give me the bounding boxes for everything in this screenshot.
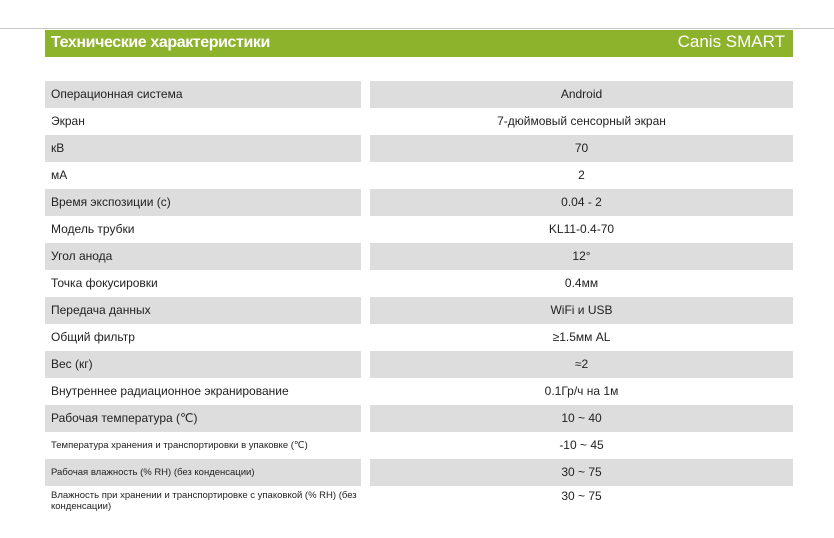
specs-table: [45, 81, 793, 516]
spec-value: ≈2: [370, 351, 793, 378]
spec-label: Влажность при хранении и транспортировке с упаковкой (% RH) (без конденсации): [51, 490, 357, 512]
product-name: Canis SMART: [677, 32, 785, 51]
spec-row-tube-model: [45, 216, 793, 243]
spec-value: 0.1Гр/ч на 1м: [544, 384, 619, 398]
spec-value: WiFi и USB: [370, 297, 793, 324]
spec-row-radiation-shielding: [45, 378, 793, 405]
spec-row-anode-angle: [45, 243, 793, 270]
spec-value: 30 ~ 75: [370, 459, 793, 486]
specs-header-bar: [45, 30, 793, 57]
spec-value: 70: [370, 135, 793, 162]
top-divider: [0, 28, 834, 29]
spec-label: Температура хранения и транспортировки в упаковке (℃): [51, 440, 308, 451]
spec-value: 30 ~ 75: [561, 489, 602, 503]
spec-row-operating-temperature: [45, 405, 793, 432]
spec-label: Экран: [51, 114, 85, 128]
spec-value: Android: [370, 81, 793, 108]
spec-label: кВ: [45, 135, 361, 162]
spec-value: 2: [578, 168, 585, 182]
spec-row-screen: [45, 108, 793, 135]
spec-label: Внутреннее радиационное экранирование: [51, 384, 289, 398]
section-title: Технические характеристики: [51, 34, 270, 51]
spec-value: 7-дюймовый сенсорный экран: [497, 114, 666, 128]
spec-row-data-transfer: [45, 297, 793, 324]
spec-label: Точка фокусировки: [51, 276, 158, 290]
spec-label: Модель трубки: [51, 222, 135, 236]
spec-label: Вес (кг): [45, 351, 361, 378]
spec-label: Время экспозиции (с): [45, 189, 361, 216]
spec-row-total-filter: [45, 324, 793, 351]
spec-row-os: [45, 81, 793, 108]
spec-label: Общий фильтр: [51, 330, 135, 344]
spec-label: Передача данных: [45, 297, 361, 324]
spec-value: -10 ~ 45: [559, 438, 604, 452]
spec-label: Рабочая влажность (% RH) (без конденсации): [45, 459, 361, 486]
spec-row-exposure-time: [45, 189, 793, 216]
spec-value: ≥1.5мм AL: [552, 330, 611, 344]
spec-row-weight: [45, 351, 793, 378]
spec-value: 0.04 - 2: [370, 189, 793, 216]
spec-label: Операционная система: [45, 81, 361, 108]
spec-row-kv: [45, 135, 793, 162]
spec-label: Рабочая температура (℃): [45, 405, 361, 432]
spec-value: 12°: [370, 243, 793, 270]
spec-label: мА: [51, 168, 68, 182]
spec-value: KL11-0.4-70: [548, 222, 615, 236]
spec-row-focal-spot: [45, 270, 793, 297]
spec-row-ma: [45, 162, 793, 189]
spec-value: 10 ~ 40: [370, 405, 793, 432]
spec-value: 0.4мм: [564, 276, 599, 290]
spec-row-storage-humidity: [45, 486, 793, 516]
spec-label: Угол анода: [45, 243, 361, 270]
spec-row-storage-temperature: [45, 432, 793, 459]
spec-row-operating-humidity: [45, 459, 793, 486]
